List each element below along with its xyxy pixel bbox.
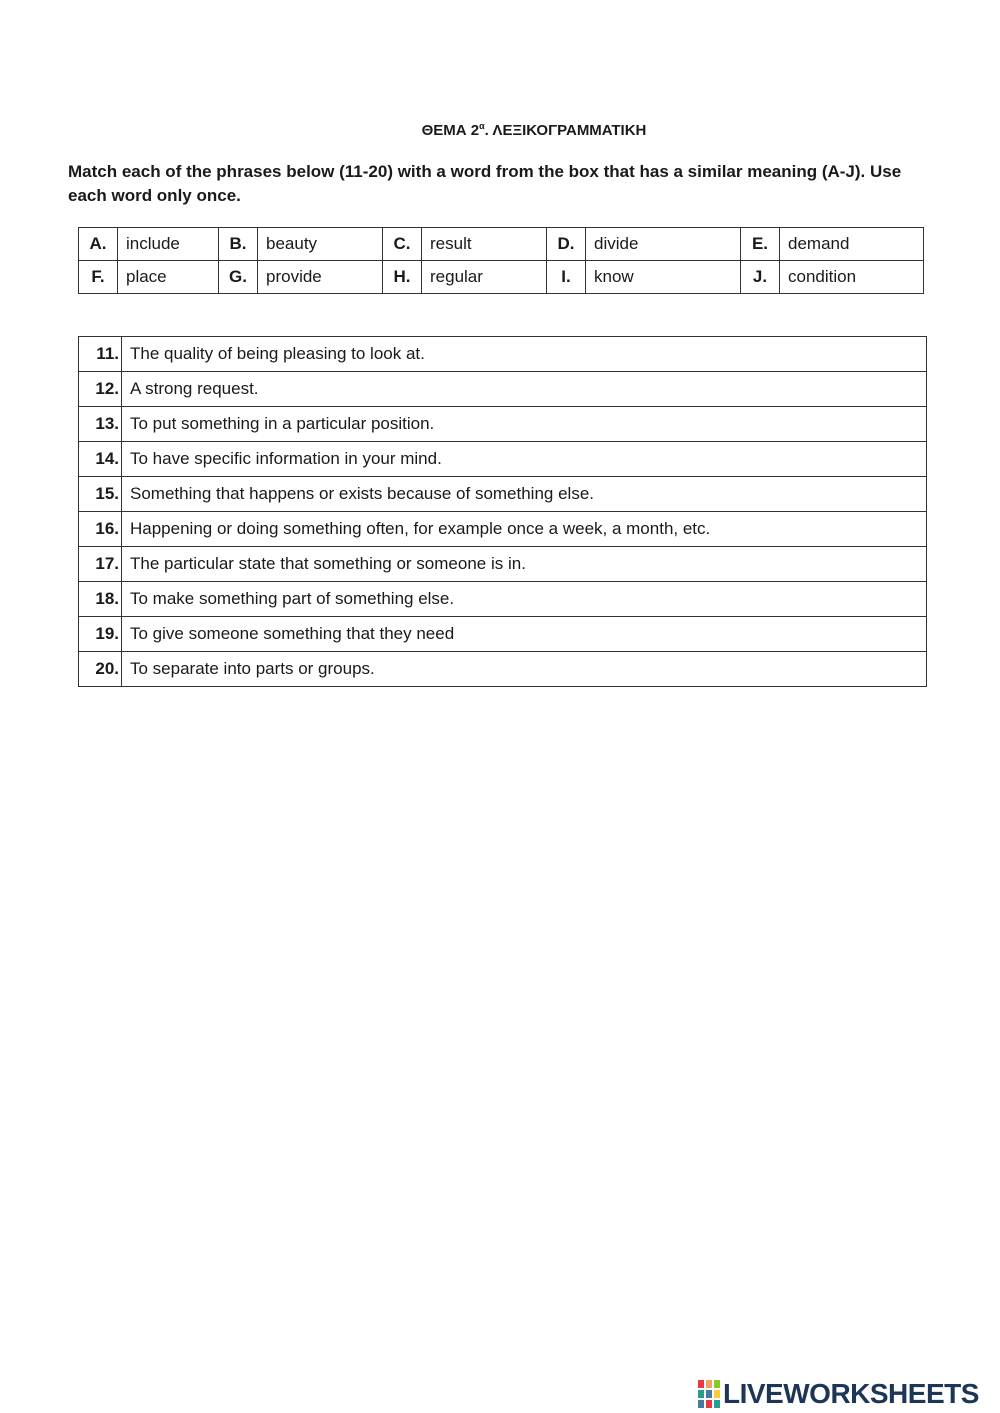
title-rest: . ΛΕΞΙΚΟΓΡΑΜΜΑΤΙΚΗ bbox=[484, 122, 647, 139]
definition-text: To put something in a particular position. bbox=[122, 407, 927, 442]
definition-row bbox=[79, 372, 927, 407]
word-cell: result bbox=[422, 228, 547, 261]
page-title bbox=[0, 121, 1000, 139]
definition-row bbox=[79, 512, 927, 547]
word-cell: regular bbox=[422, 261, 547, 294]
word-cell: provide bbox=[258, 261, 383, 294]
logo-block bbox=[706, 1390, 712, 1398]
word-letter: J. bbox=[741, 261, 780, 294]
definition-text: To give someone something that they need bbox=[122, 617, 927, 652]
logo-block bbox=[706, 1400, 712, 1408]
word-letter: F. bbox=[79, 261, 118, 294]
definition-number: 19. bbox=[79, 617, 122, 652]
definitions-table bbox=[78, 336, 927, 687]
word-cell: place bbox=[118, 261, 219, 294]
logo-block bbox=[698, 1390, 704, 1398]
word-cell: divide bbox=[586, 228, 741, 261]
word-letter: E. bbox=[741, 228, 780, 261]
word-letter: D. bbox=[547, 228, 586, 261]
word-cell: include bbox=[118, 228, 219, 261]
definition-text: To have specific information in your mind. bbox=[122, 442, 927, 477]
word-letter: B. bbox=[219, 228, 258, 261]
logo-block bbox=[714, 1390, 720, 1398]
definition-row bbox=[79, 442, 927, 477]
definition-number: 11. bbox=[79, 337, 122, 372]
word-cell: know bbox=[586, 261, 741, 294]
definition-text: The particular state that something or someone is in. bbox=[122, 547, 927, 582]
definition-row bbox=[79, 547, 927, 582]
title-main: ΘΕΜΑ 2 bbox=[421, 122, 480, 139]
logo-block bbox=[698, 1400, 704, 1408]
word-box-row bbox=[79, 228, 924, 261]
word-box-row bbox=[79, 261, 924, 294]
definition-number: 18. bbox=[79, 582, 122, 617]
definition-text: Happening or doing something often, for example once a week, a month, etc. bbox=[122, 512, 927, 547]
definition-number: 15. bbox=[79, 477, 122, 512]
liveworksheets-logo-icon bbox=[698, 1380, 720, 1408]
definition-number: 17. bbox=[79, 547, 122, 582]
definition-row bbox=[79, 337, 927, 372]
logo-block bbox=[714, 1400, 720, 1408]
liveworksheets-brand-text: LIVEWORKSHEETS bbox=[723, 1378, 979, 1409]
definition-text: To separate into parts or groups. bbox=[122, 652, 927, 687]
word-cell: condition bbox=[780, 261, 924, 294]
definition-number: 20. bbox=[79, 652, 122, 687]
logo-block bbox=[698, 1380, 704, 1388]
liveworksheets-logo[interactable] bbox=[698, 1378, 979, 1410]
word-letter: C. bbox=[383, 228, 422, 261]
definition-row bbox=[79, 582, 927, 617]
instructions: Match each of the phrases below (11-20) with a word from the box that has a similar meaning (A-J). Use each word only once. bbox=[68, 162, 902, 205]
definition-row bbox=[79, 477, 927, 512]
word-letter: A. bbox=[79, 228, 118, 261]
word-letter: I. bbox=[547, 261, 586, 294]
word-cell: beauty bbox=[258, 228, 383, 261]
definition-text: The quality of being pleasing to look at. bbox=[122, 337, 927, 372]
definition-number: 12. bbox=[79, 372, 122, 407]
definition-row bbox=[79, 617, 927, 652]
definition-row bbox=[79, 407, 927, 442]
definition-text: To make something part of something else. bbox=[122, 582, 927, 617]
definition-number: 13. bbox=[79, 407, 122, 442]
definition-row bbox=[79, 652, 927, 687]
definition-text: Something that happens or exists because of something else. bbox=[122, 477, 927, 512]
definition-number: 16. bbox=[79, 512, 122, 547]
logo-block bbox=[714, 1380, 720, 1388]
word-letter: H. bbox=[383, 261, 422, 294]
title-superscript: α bbox=[479, 121, 485, 131]
logo-block bbox=[706, 1380, 712, 1388]
word-box-table bbox=[78, 227, 924, 294]
word-letter: G. bbox=[219, 261, 258, 294]
definition-number: 14. bbox=[79, 442, 122, 477]
definition-text: A strong request. bbox=[122, 372, 927, 407]
word-cell: demand bbox=[780, 228, 924, 261]
